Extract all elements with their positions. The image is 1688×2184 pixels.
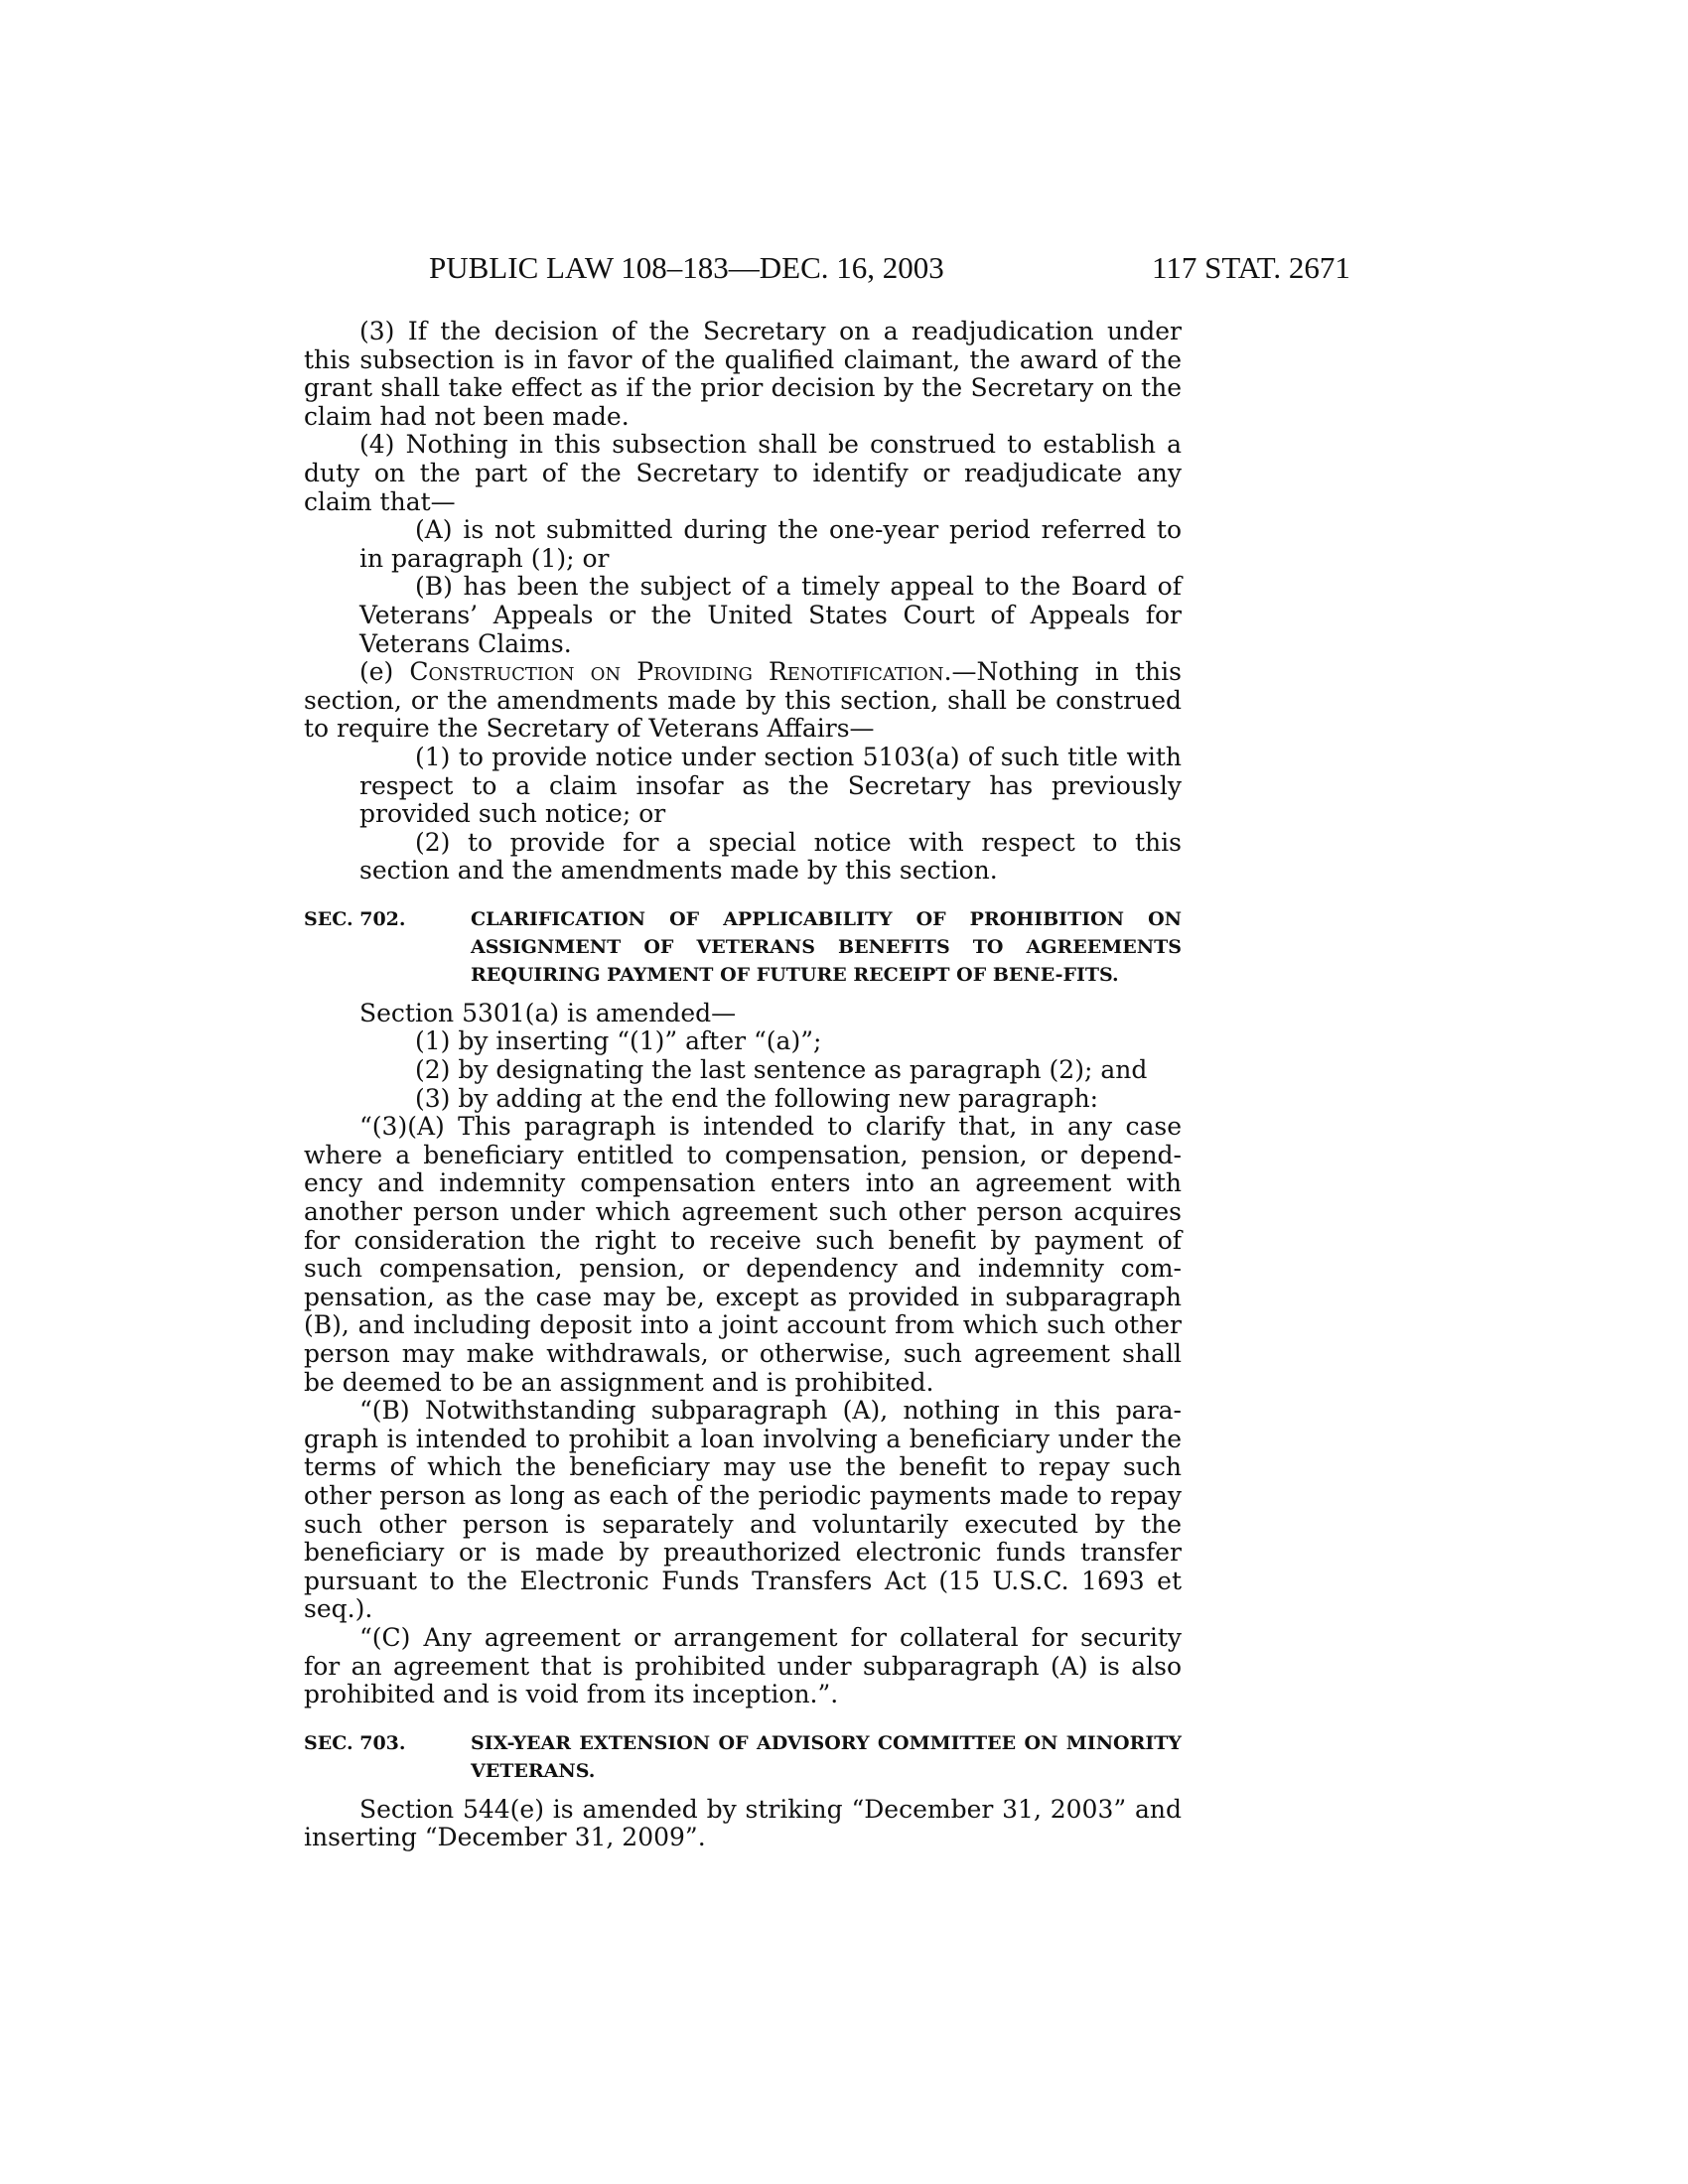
subparagraph-d4b: (B) has been the subject of a timely appeal to the Board of Veterans’ Appeals or the United States Court of Appeals for Veterans Claims.: [359, 572, 1182, 658]
paragraph-d4: (4) Nothing in this subsection shall be construed to establish a duty on the part of the Secretary to identify or readjudicate any claim that—: [304, 430, 1182, 516]
sec-702-paragraph-3b: “(B) Notwithstanding subparagraph (A), nothing in this para-graph is intended to prohibit a loan involving a beneficiary under the terms of which the beneficiary may use the benefit to repay such other person as long as each of the periodic payments made to repay such other person is separately and voluntarily executed by the beneficiary or is made by preauthorized electronic funds transfer pursuant to the Electronic Funds Transfers Act (15 U.S.C. 1693 et seq.).: [304, 1396, 1182, 1624]
sec-702-item-3: (3) by adding at the end the following new paragraph:: [415, 1083, 1099, 1113]
subsection-e-prefix: (e): [359, 657, 410, 687]
sec-702-heading: [304, 905, 1182, 989]
paragraph-d3: (3) If the decision of the Secretary on a readjudication under this subsection is in favor of the qualified claimant, the award of the grant shall take effect as if the prior decision by the Secretary on the claim had not been made.: [304, 317, 1182, 431]
sec-702-title: CLARIFICATION OF APPLICABILITY OF PROHIBITION ON ASSIGNMENT OF VETERANS BENEFITS TO AGREEMENTS REQUIRING PAYMENT OF FUTURE RECEIPT OF BENE-FITS.: [471, 907, 1182, 986]
law-body: [304, 318, 1182, 1852]
sec-702-item-1: (1) by inserting “(1)” after “(a)”;: [415, 1026, 822, 1056]
subsection-e: [304, 658, 1182, 744]
sec-702-item-2: (2) by designating the last sentence as paragraph (2); and: [415, 1055, 1148, 1085]
subsection-e-item-2: (2) to provide for a special notice with respect to this section and the amendments made by this section.: [359, 827, 1182, 886]
sec-703-number: SEC. 703.: [304, 1731, 406, 1754]
sec-703-text: Section 544(e) is amended by striking “December 31, 2003” and inserting “December 31, 2009”.: [304, 1794, 1182, 1852]
sec-703-title: SIX-YEAR EXTENSION OF ADVISORY COMMITTEE ON MINORITY VETERANS.: [471, 1731, 1182, 1782]
sec-702-paragraph-3a: “(3)(A) This paragraph is intended to clarify that, in any case where a beneficiary entitled to compensation, pension, or depend-ency and indemnity compensation enters into an agreement with another person under which agreement such other person acquires for consideration the right to receive such benefit by payment of such compensation, pension, or dependency and indemnity com-pensation, as the case may be, except as provided in subparagraph (B), and including deposit into a joint account from which such other person may make withdrawals, or otherwise, such agreement shall be deemed to be an assignment and is prohibited.: [304, 1112, 1182, 1397]
stat-page-number: 117 STAT. 2671: [1152, 250, 1350, 285]
subparagraph-d4a: (A) is not submitted during the one-year period referred to in paragraph (1); or: [359, 515, 1182, 573]
law-title: PUBLIC LAW 108–183—DEC. 16, 2003: [429, 250, 944, 285]
sec-703-heading: [304, 1729, 1182, 1785]
sec-702-paragraph-3c: “(C) Any agreement or arrangement for collateral for security for an agreement that is prohibited under subparagraph (A) is also prohibited and is void from its inception.”.: [304, 1622, 1182, 1709]
subsection-e-text: .—Nothing in this section, or the amendments made by this section, shall be construed to require the Secretary of Veterans Affairs—: [304, 657, 1182, 744]
sec-702-intro: Section 5301(a) is amended—: [359, 998, 737, 1027]
subsection-e-item-1: (1) to provide notice under section 5103(a) of such title with respect to a claim insofar as the Secretary has previously provided such notice; or: [359, 742, 1182, 829]
subsection-e-heading: Construction on Providing Renotification: [409, 657, 944, 687]
page-header: [0, 248, 1688, 288]
sec-702-number: SEC. 702.: [304, 907, 406, 930]
